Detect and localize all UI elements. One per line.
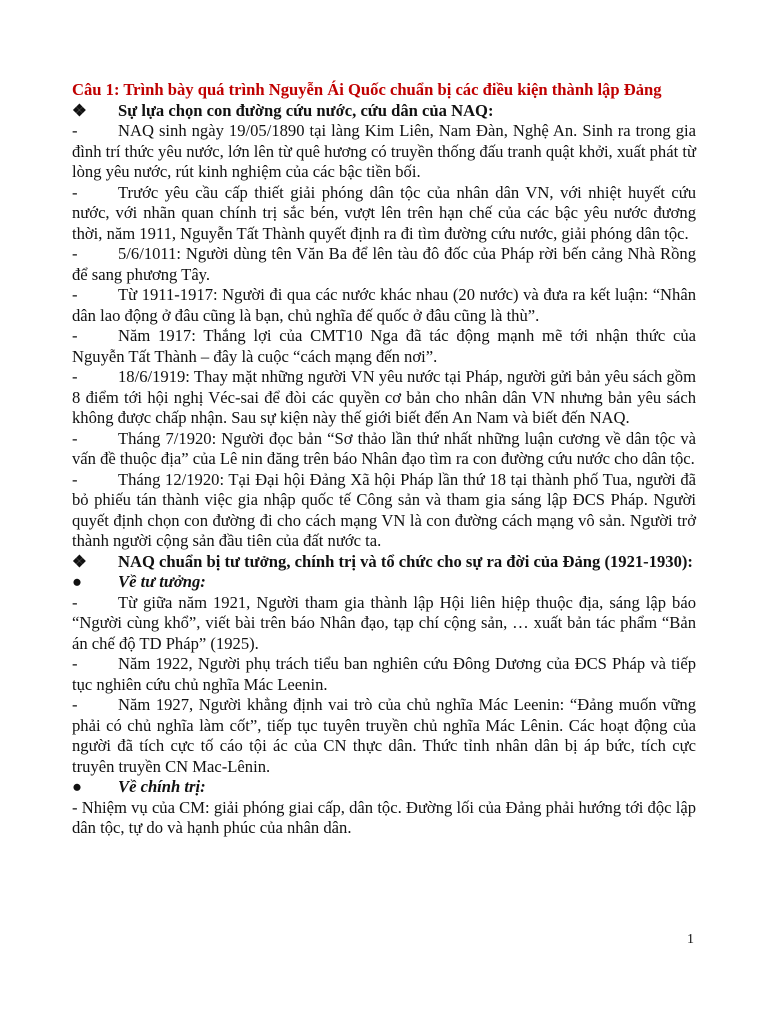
dash-marker: - (72, 695, 78, 714)
section-heading-2 (72, 552, 696, 573)
section-heading-text: NAQ chuẩn bị tư tưởng, chính trị và tổ chức cho sự ra đời của Đảng (1921-1930): (118, 551, 693, 571)
list-item-text: Năm 1927, Người khẳng định vai trò của chủ nghĩa Mác Leenin: “Đảng muốn vững phải có chủ nghĩa làm cốt”, tiếp tục tuyên truyền chủ nghĩa Mác Lênin. Các hoạt động của người đã tích cực tố cáo tội ác của CN thực dân. Thức tỉnh nhân dân bị áp bức, tích cực truyên truyền CN Mac-Lênin. (72, 695, 696, 776)
list-item-text: NAQ sinh ngày 19/05/1890 tại làng Kim Liên, Nam Đàn, Nghệ An. Sinh ra trong gia đình trí thức yêu nước, lớn lên từ quê hương có truyền thống đấu tranh quật khởi, xuất phát từ lòng yêu nước, rút kinh nghiệm của các bậc tiền bối. (72, 121, 696, 181)
section-heading-text: Sự lựa chọn con đường cứu nước, cứu dân của NAQ: (118, 100, 494, 120)
list-item (72, 593, 696, 655)
question-title: Câu 1: Trình bày quá trình Nguyễn Ái Quốc chuẩn bị các điều kiện thành lập Đảng (72, 80, 662, 99)
list-item (72, 121, 696, 183)
list-item (72, 183, 696, 245)
dash-marker: - (72, 121, 78, 140)
dot-bullet-icon: ● (72, 777, 83, 796)
list-item (72, 244, 696, 285)
list-item (72, 429, 696, 470)
subsection-heading-text: Về chính trị: (118, 777, 206, 796)
list-item-text: Tháng 12/1920: Tại Đại hội Đảng Xã hội Pháp lần thứ 18 tại thành phố Tua, người đã bỏ phiếu tán thành việc gia nhập quốc tế Công sản và tham gia sáng lập ĐCS Pháp. Người quyết định chọn con đường đi cho cách mạng VN là con đường cách mạng vô sản. Người trở thành người cộng sản đầu tiên của đất nước ta. (72, 469, 696, 550)
list-item (72, 326, 696, 367)
list-item (72, 470, 696, 552)
subsection-heading-ideology (72, 572, 696, 593)
diamond-bullet-icon: ❖ (72, 551, 87, 571)
diamond-bullet-icon: ❖ (72, 100, 87, 120)
dash-marker: - (72, 592, 78, 612)
list-item-text: Trước yêu cầu cấp thiết giải phóng dân tộc của nhân dân VN, với nhiệt huyết cứu nước, với nhãn quan chính trị sắc bén, vượt lên trên hạn chế của các bậc yêu nước đương thời, năm 1911, Nguyễn Tất Thành quyết định ra đi tìm đường cứu nước, giải phóng dân tộc. (72, 182, 696, 243)
list-item-text: Năm 1922, Người phụ trách tiểu ban nghiên cứu Đông Dương của ĐCS Pháp và tiếp tục nghiên cứu chủ nghĩa Mác Leenin. (72, 654, 696, 694)
list-item-text: 5/6/1011: Người dùng tên Văn Ba để lên tàu đô đốc của Pháp rời bến cảng Nhà Rồng để sang phương Tây. (72, 244, 696, 284)
list-item-text: Từ 1911-1917: Người đi qua các nước khác nhau (20 nước) và đưa ra kết luận: “Nhân dân lao động ở đâu cũng là bạn, chủ nghĩa đế quốc ở đâu cũng là thù”. (72, 285, 696, 325)
ideology-list (72, 593, 696, 778)
list-item-text: Tháng 7/1920: Người đọc bản “Sơ thảo lần thứ nhất những luận cương về dân tộc và vấn đề thuộc địa” của Lê nin đăng trên báo Nhân đạo tìm ra con đường cứu nước cho dân tộc. (72, 428, 696, 468)
document-body (72, 80, 696, 839)
list-item-text: Từ giữa năm 1921, Người tham gia thành lập Hội liên hiệp thuộc địa, sáng lập báo “Người cùng khổ”, viết bài trên báo Nhân đạo, tạp chí cộng sản, … xuất bản tác phẩm “Bản án chế độ TD Pháp” (1925). (72, 592, 696, 653)
dash-marker: - (72, 285, 78, 304)
dash-marker: - (72, 326, 78, 345)
list-item-text: Năm 1917: Thắng lợi của CMT10 Nga đã tác động mạnh mẽ tới nhận thức của Nguyễn Tất Thành – đây là cuộc “cách mạng đến nơi”. (72, 326, 696, 366)
page-number: 1 (687, 932, 694, 947)
list-item (72, 654, 696, 695)
subsection-heading-politics (72, 777, 696, 798)
dash-marker: - (72, 428, 78, 448)
dash-marker: - (72, 469, 78, 489)
dot-bullet-icon: ● (72, 572, 83, 591)
dash-marker: - (72, 654, 78, 673)
section-heading-1 (72, 101, 696, 122)
list-item-text: 18/6/1919: Thay mặt những người VN yêu nước tại Pháp, người gửi bản yêu sách gồm 8 điểm tới hội nghị Véc-sai để đòi các quyền cơ bản cho nhân dân VN nhưng bản yêu sách không được chấp nhận. Sau sự kiện này thế giới biết đến An Nam và biết đến NAQ. (72, 367, 696, 427)
dash-marker: - (72, 367, 78, 386)
dash-marker: - (72, 182, 78, 202)
subsection-heading-text: Về tư tưởng: (118, 572, 206, 591)
section1-list (72, 121, 696, 552)
list-item (72, 285, 696, 326)
politics-paragraph: - Nhiệm vụ của CM: giải phóng giai cấp, dân tộc. Đường lối của Đảng phải hướng tới độc lập dân tộc, tự do và hạnh phúc của nhân dân. (72, 797, 696, 837)
list-item (72, 367, 696, 429)
list-item (72, 695, 696, 777)
dash-marker: - (72, 244, 78, 263)
